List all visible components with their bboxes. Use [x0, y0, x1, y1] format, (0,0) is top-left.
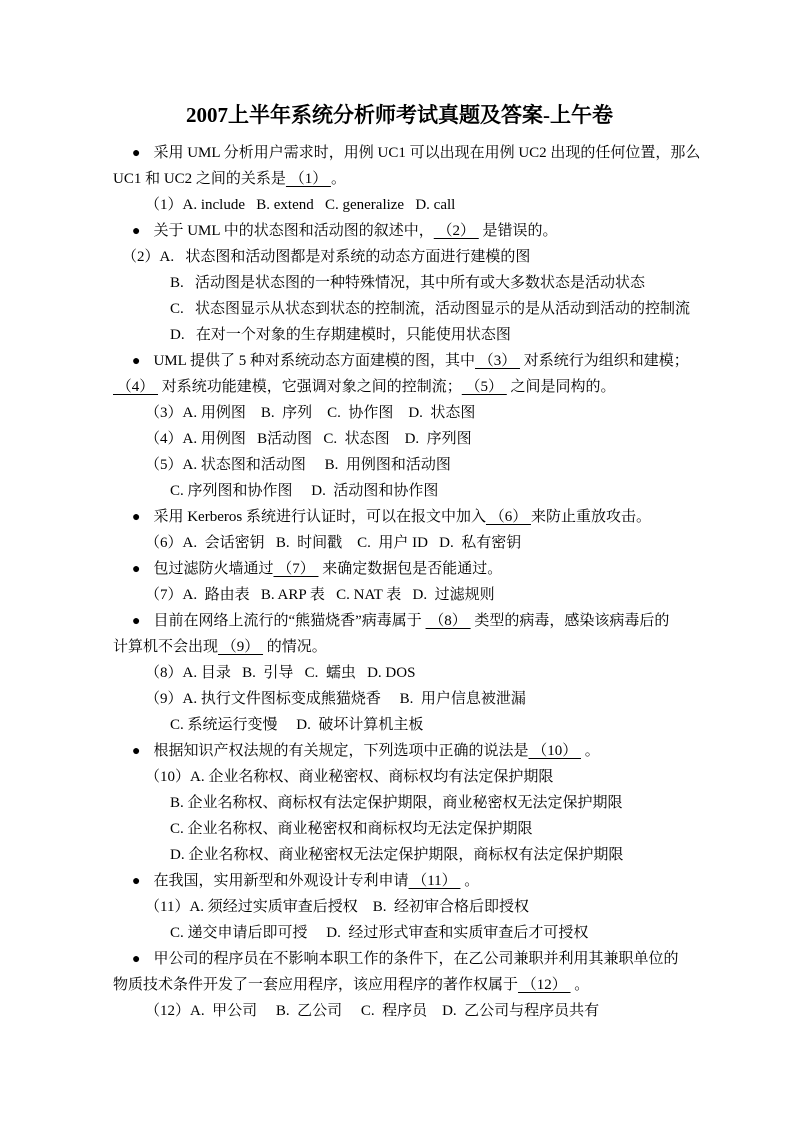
text-segment: 来防止重放攻击。 [530, 509, 651, 525]
question-stem-line [113, 348, 689, 374]
text-segment: 对系统行为组织和建模； [520, 353, 689, 369]
answer-blank: （7） [273, 561, 319, 577]
answer-blank: （8） [425, 613, 471, 629]
question-stem-continuation [113, 374, 686, 400]
text-segment: （4）A. 用例图 B活动图 C. 状态图 D. 序列图 [145, 431, 472, 447]
text-segment: 在我国，实用新型和外观设计专利申请 [153, 873, 409, 889]
text-segment: 甲公司的程序员在不影响本职工作的条件下，在乙公司兼职并利用其兼职单位的 [153, 951, 679, 967]
answer-blank: （5） [461, 379, 507, 395]
text-segment: （5）A. 状态图和活动图 B. 用例图和活动图 [145, 457, 451, 473]
option-line [113, 894, 686, 920]
option-line [113, 244, 686, 270]
answer-blank: （9） [218, 639, 264, 655]
text-segment: 对系统功能建模，它强调对象之间的控制流； [158, 379, 462, 395]
question-stem-line [113, 868, 686, 894]
bullet-icon: ● [132, 146, 141, 161]
option-line-continuation [113, 478, 686, 504]
text-segment: 的情况。 [263, 639, 327, 655]
answer-blank: （10） [528, 743, 581, 759]
bullet-icon: ● [132, 562, 141, 577]
text-segment: 类型的病毒，感染该病毒后的 [470, 613, 670, 629]
answer-blank: （11） [408, 873, 461, 889]
text-segment: （2）A. 状态图和活动图都是对系统的动态方面进行建模的图 [122, 249, 531, 265]
text-segment: 是错误的。 [478, 223, 558, 239]
text-segment: 关于 UML 中的状态图和活动图的叙述中， [153, 223, 434, 239]
question-stem-continuation [113, 166, 686, 192]
question-stem-continuation [113, 634, 686, 660]
question-stem-continuation [113, 972, 686, 998]
text-segment: 包过滤防火墙通过 [153, 561, 274, 577]
text-segment: 之间是同构的。 [506, 379, 616, 395]
option-line [113, 192, 686, 218]
text-segment: 物质技术条件开发了一套应用程序，该应用程序的著作权属于 [113, 977, 519, 993]
option-line-continuation [113, 322, 686, 348]
text-segment: （3）A. 用例图 B. 序列 C. 协作图 D. 状态图 [145, 405, 476, 421]
text-segment: C. 企业名称权、商业秘密权和商标权均无法定保护期限 [170, 821, 533, 837]
text-segment: D. 企业名称权、商业秘密权无法定保护期限，商标权有法定保护期限 [170, 847, 624, 863]
bullet-icon: ● [132, 744, 141, 759]
option-line [113, 686, 686, 712]
option-line-continuation [113, 842, 686, 868]
text-segment: 。 [581, 743, 600, 759]
bullet-icon: ● [132, 354, 141, 369]
option-line-continuation [113, 816, 686, 842]
bullet-icon: ● [132, 224, 141, 239]
bullet-icon: ● [132, 510, 141, 525]
question-stem-line [113, 556, 686, 582]
option-line [113, 998, 686, 1024]
text-segment: （10）A. 企业名称权、商业秘密权、商标权均有法定保护期限 [145, 769, 554, 785]
answer-blank: （6） [485, 509, 531, 525]
option-line [113, 660, 686, 686]
bullet-icon: ● [132, 874, 141, 889]
page-title: 2007上半年系统分析师考试真题及答案-上午卷 [186, 103, 613, 127]
answer-blank: （2） [433, 223, 479, 239]
option-line-continuation [113, 920, 686, 946]
option-line [113, 582, 686, 608]
option-line [113, 426, 686, 452]
question-stem-line [113, 140, 701, 166]
text-segment: 根据知识产权法规的有关规定，下列选项中正确的说法是 [153, 743, 529, 759]
text-segment: 。 [330, 171, 346, 187]
question-stem-line [113, 504, 686, 530]
question-stem-line [113, 218, 686, 244]
answer-blank: （12） [518, 977, 571, 993]
question-stem-line [113, 738, 686, 764]
text-segment: 目前在网络上流行的“熊猫烧香”病毒属于 [153, 613, 426, 629]
text-segment: C. 系统运行变慢 D. 破坏计算机主板 [170, 717, 424, 733]
text-segment: C. 序列图和协作图 D. 活动图和协作图 [170, 483, 439, 499]
text-segment: UC1 和 UC2 之间的关系是 [113, 171, 286, 187]
text-segment: （12）A. 甲公司 B. 乙公司 C. 程序员 D. 乙公司与程序员共有 [145, 1003, 600, 1019]
option-line-continuation [113, 296, 691, 322]
option-line-continuation [113, 712, 686, 738]
text-segment: B. 企业名称权、商标权有法定保护期限，商业秘密权无法定保护期限 [170, 795, 623, 811]
text-segment: （1）A. include B. extend C. generalize D. call [145, 197, 456, 213]
text-segment: 采用 Kerberos 系统进行认证时，可以在报文中加入 [153, 509, 486, 525]
text-segment: 计算机不会出现 [113, 639, 219, 655]
option-line [113, 530, 686, 556]
text-segment: （8）A. 目录 B. 引导 C. 蠕虫 D. DOS [145, 665, 416, 681]
option-line [113, 764, 686, 790]
text-segment: C. 状态图显示从状态到状态的控制流，活动图显示的是从活动到活动的控制流 [170, 301, 691, 317]
bullet-icon: ● [132, 614, 141, 629]
text-segment: B. 活动图是状态图的一种特殊情况，其中所有或大多数状态是活动状态 [170, 275, 646, 291]
question-stem-line [113, 608, 686, 634]
text-segment: D. 在对一个对象的生存期建模时，只能使用状态图 [170, 327, 511, 343]
text-segment: （7）A. 路由表 B. ARP 表 C. NAT 表 D. 过滤规则 [145, 587, 495, 603]
text-segment: （9）A. 执行文件图标变成熊猫烧香 B. 用户信息被泄漏 [145, 691, 526, 707]
text-segment: 。 [570, 977, 590, 993]
text-segment: （6）A. 会话密钥 B. 时间戳 C. 用户 ID D. 私有密钥 [145, 535, 522, 551]
text-segment: UML 提供了 5 种对系统动态方面建模的图，其中 [153, 353, 475, 369]
question-stem-line [113, 946, 686, 972]
answer-blank: （3） [475, 353, 521, 369]
text-segment: 采用 UML 分析用户需求时，用例 UC1 可以出现在用例 UC2 出现的任何位置，那么 [153, 145, 701, 161]
option-line-continuation [113, 790, 686, 816]
answer-blank: （4） [113, 379, 159, 395]
option-line [113, 452, 686, 478]
option-line [113, 400, 686, 426]
text-segment: C. 递交申请后即可授 D. 经过形式审查和实质审查后才可授权 [170, 925, 589, 941]
bullet-icon: ● [132, 952, 141, 967]
answer-blank: （1） [285, 171, 331, 187]
text-segment: 。 [460, 873, 480, 889]
option-line-continuation [113, 270, 686, 296]
text-segment: （11）A. 须经过实质审查后授权 B. 经初审合格后即授权 [145, 899, 530, 915]
document-body [113, 140, 701, 1024]
text-segment: 来确定数据包是否能通过。 [318, 561, 503, 577]
